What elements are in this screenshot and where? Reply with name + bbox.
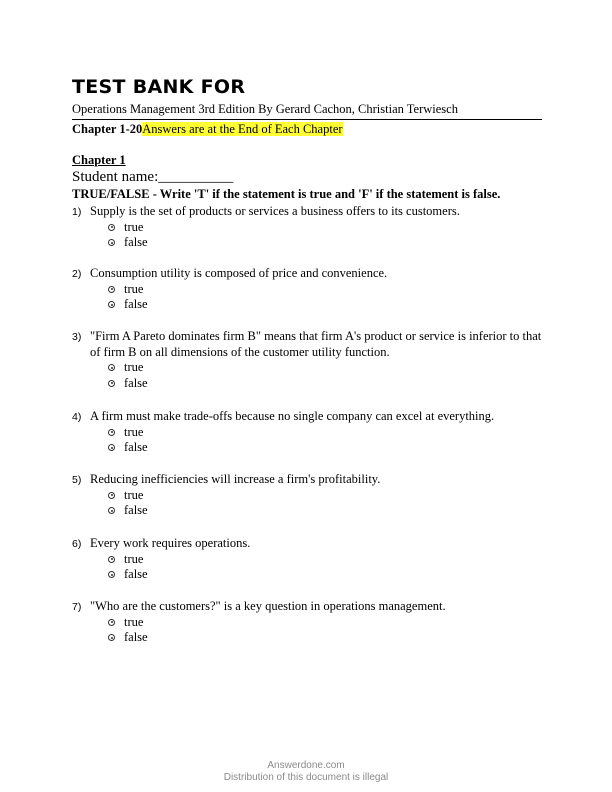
option-label: true <box>124 360 144 375</box>
option-label: false <box>124 235 148 250</box>
option-false[interactable] <box>108 440 542 456</box>
question-number: 2) <box>72 268 82 280</box>
option-label: true <box>124 281 144 296</box>
document-subtitle: Operations Management 3rd Edition By Gerard Cachon, Christian Terwiesch <box>72 102 458 116</box>
question-text: "Who are the customers?" is a key question in operations management. <box>90 599 446 613</box>
question-text: "Firm A Pareto dominates firm B" means that firm A's product or service is inferior to that of firm B on all dimensions of the customer utility function. <box>90 329 542 359</box>
option-label: true <box>124 614 144 629</box>
page-title: TEST BANK FOR <box>72 76 246 98</box>
question-number: 6) <box>72 538 82 550</box>
radio-icon[interactable] <box>108 619 115 626</box>
question-6 <box>72 536 542 583</box>
option-false[interactable] <box>108 376 542 392</box>
question-7 <box>72 599 542 646</box>
footer <box>0 760 612 784</box>
question-2 <box>72 266 542 313</box>
footer-notice: Distribution of this document is illegal <box>223 772 389 783</box>
question-text: Supply is the set of products or services a business offers to its customers. <box>90 204 460 218</box>
option-label: false <box>124 440 148 455</box>
option-true[interactable] <box>108 282 542 298</box>
radio-icon[interactable] <box>108 380 115 387</box>
option-false[interactable] <box>108 503 542 519</box>
option-label: true <box>124 551 144 566</box>
question-3 <box>72 329 542 391</box>
question-1 <box>72 204 542 251</box>
question-number: 5) <box>72 474 82 486</box>
radio-icon[interactable] <box>108 301 115 308</box>
option-label: false <box>124 630 148 645</box>
chapter-line <box>72 122 343 137</box>
question-number: 4) <box>72 411 82 423</box>
radio-icon[interactable] <box>108 571 115 578</box>
radio-icon[interactable] <box>108 634 115 641</box>
option-false[interactable] <box>108 630 542 646</box>
question-number: 3) <box>72 331 82 343</box>
option-label: true <box>124 487 144 502</box>
question-text: A firm must make trade-offs because no single company can excel at everything. <box>90 409 495 423</box>
option-false[interactable] <box>108 567 542 583</box>
radio-icon[interactable] <box>108 556 115 563</box>
instructions: TRUE/FALSE - Write 'T' if the statement is true and 'F' if the statement is false. <box>72 187 501 201</box>
radio-icon[interactable] <box>108 286 115 293</box>
radio-icon[interactable] <box>108 492 115 499</box>
question-text: Every work requires operations. <box>90 536 251 550</box>
radio-icon[interactable] <box>108 429 115 436</box>
question-number: 1) <box>72 206 82 218</box>
question-number: 7) <box>72 601 82 613</box>
answers-note: Answers are at the End of Each Chapter <box>142 122 343 136</box>
question-text: Reducing inefficiencies will increase a firm's profitability. <box>90 472 381 486</box>
question-text: Consumption utility is composed of price and convenience. <box>90 266 388 280</box>
option-true[interactable] <box>108 488 542 504</box>
radio-icon[interactable] <box>108 507 115 514</box>
chapter-range: Chapter 1-20 <box>72 122 143 136</box>
footer-site: Answerdone.com <box>267 760 345 771</box>
option-false[interactable] <box>108 297 542 313</box>
radio-icon[interactable] <box>108 364 115 371</box>
question-4 <box>72 409 542 456</box>
option-label: true <box>124 424 144 439</box>
radio-icon[interactable] <box>108 444 115 451</box>
question-5 <box>72 472 542 519</box>
chapter-heading: Chapter 1 <box>72 153 126 167</box>
option-true[interactable] <box>108 360 542 376</box>
header-divider <box>72 119 542 120</box>
option-label: false <box>124 503 148 518</box>
option-label: false <box>124 567 148 582</box>
student-name-field: Student name:__________ <box>72 169 234 185</box>
option-true[interactable] <box>108 552 542 568</box>
radio-icon[interactable] <box>108 239 115 246</box>
option-label: true <box>124 219 144 234</box>
option-label: false <box>124 297 148 312</box>
option-false[interactable] <box>108 235 542 251</box>
option-true[interactable] <box>108 615 542 631</box>
option-label: false <box>124 375 148 390</box>
radio-icon[interactable] <box>108 224 115 231</box>
option-true[interactable] <box>108 220 542 236</box>
option-true[interactable] <box>108 425 542 441</box>
